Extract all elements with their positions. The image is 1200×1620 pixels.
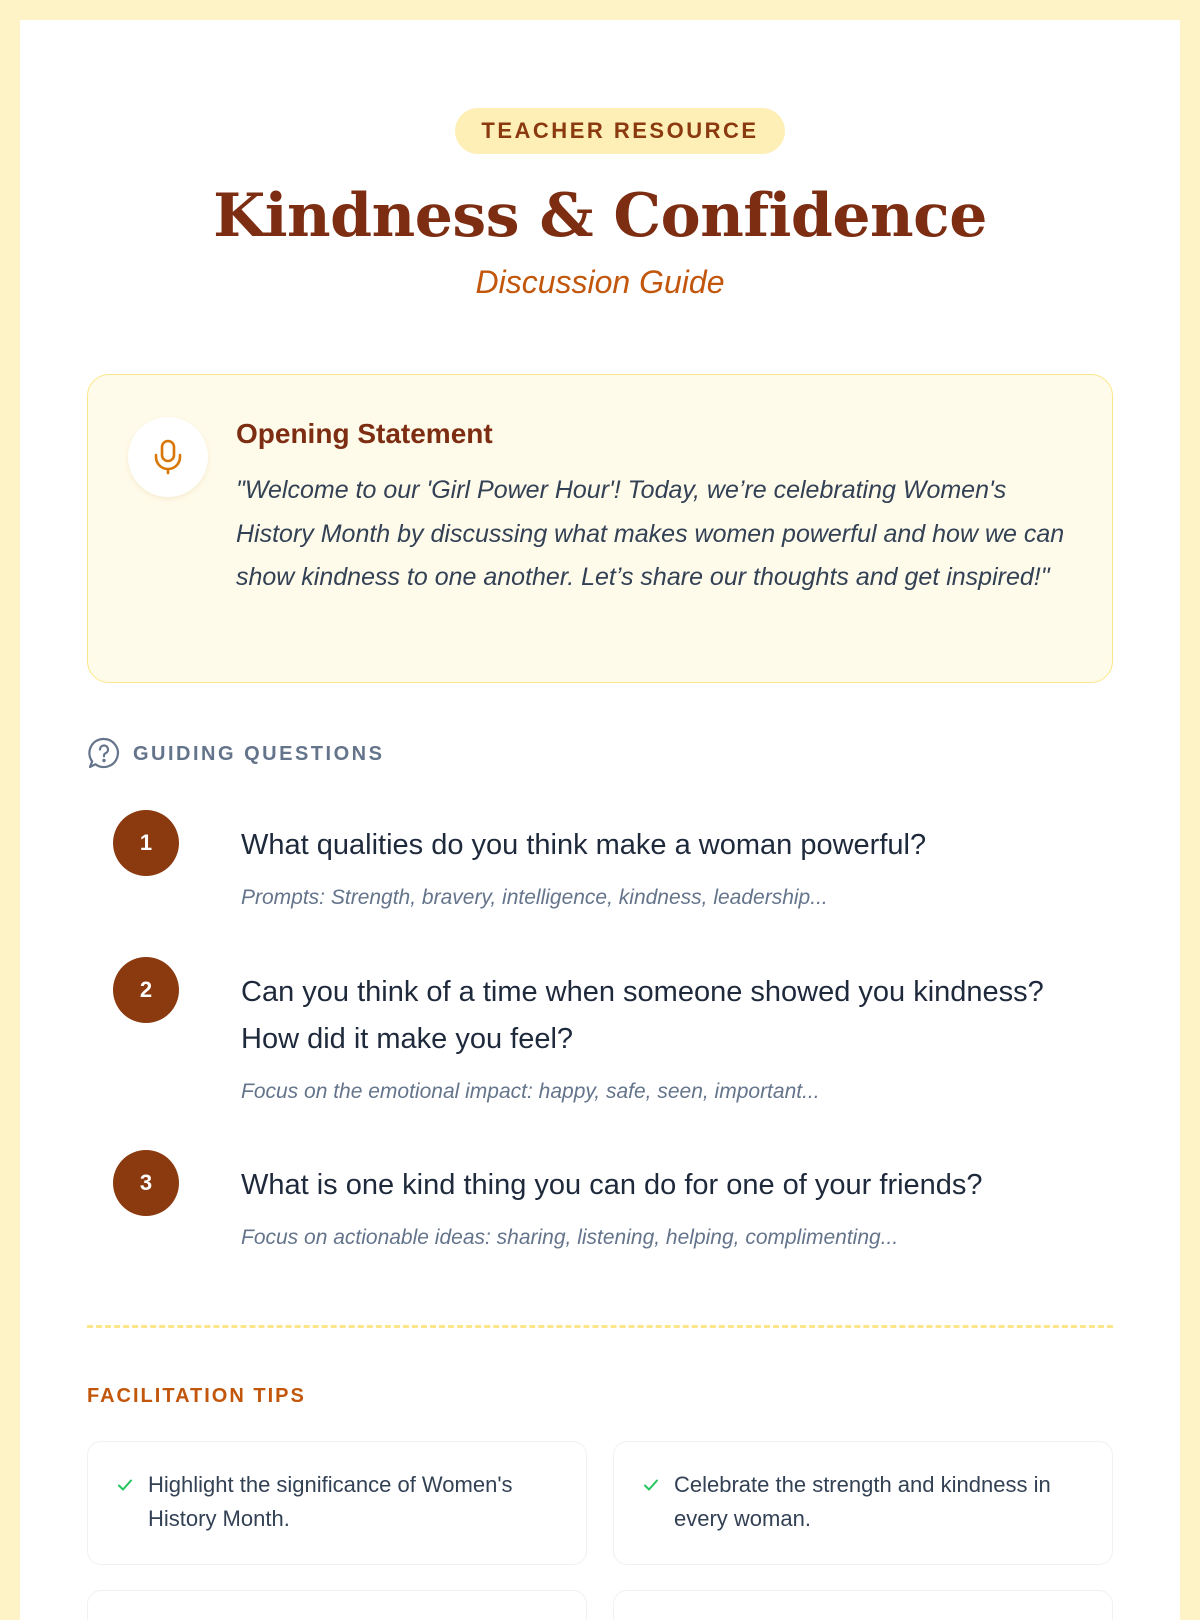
section-divider <box>87 1325 1113 1328</box>
page-subtitle: Discussion Guide <box>475 264 725 300</box>
question-number: 1 <box>113 810 179 876</box>
opening-statement-title: Opening Statement <box>236 418 493 449</box>
facilitation-tips-label: FACILITATION TIPS <box>87 1385 306 1407</box>
question-number: 3 <box>113 1150 179 1216</box>
guiding-questions-label: GUIDING QUESTIONS <box>133 743 385 765</box>
question-number: 2 <box>113 957 179 1023</box>
question-prompt: Prompts: Strength, bravery, intelligence, kindness, leadership... <box>241 886 828 909</box>
guide-card <box>20 20 1180 1620</box>
question-prompt: Focus on the emotional impact: happy, safe, seen, important... <box>241 1080 820 1103</box>
question-text: Can you think of a time when someone showed you kindness? How did it make you feel? <box>241 976 1044 1055</box>
question-text: What qualities do you think make a woman powerful? <box>241 829 927 861</box>
microphone-icon <box>128 417 208 497</box>
tip-text: Celebrate the strength and kindness in every woman. <box>674 1472 1051 1531</box>
page-title: Kindness & Confidence <box>213 181 987 251</box>
tip-card <box>87 1590 587 1620</box>
check-icon <box>642 1476 660 1494</box>
tip-card <box>613 1441 1113 1565</box>
question-text: What is one kind thing you can do for one of your friends? <box>241 1169 983 1201</box>
opening-statement-box <box>87 374 1113 683</box>
question-chat-icon <box>87 736 121 770</box>
opening-statement-quote: "Welcome to our 'Girl Power Hour'! Today, we’re celebrating Women's History Month by discussing what makes women powerful and how we can show kindness to one another. Let’s share our thoughts and get inspired!" <box>236 476 1065 591</box>
teacher-resource-badge: TEACHER RESOURCE <box>455 108 785 154</box>
question-prompt: Focus on actionable ideas: sharing, listening, helping, complimenting... <box>241 1226 899 1249</box>
check-icon <box>116 1476 134 1494</box>
tip-card <box>87 1441 587 1565</box>
tip-text: Highlight the significance of Women's History Month. <box>148 1472 513 1531</box>
tip-card <box>613 1590 1113 1620</box>
